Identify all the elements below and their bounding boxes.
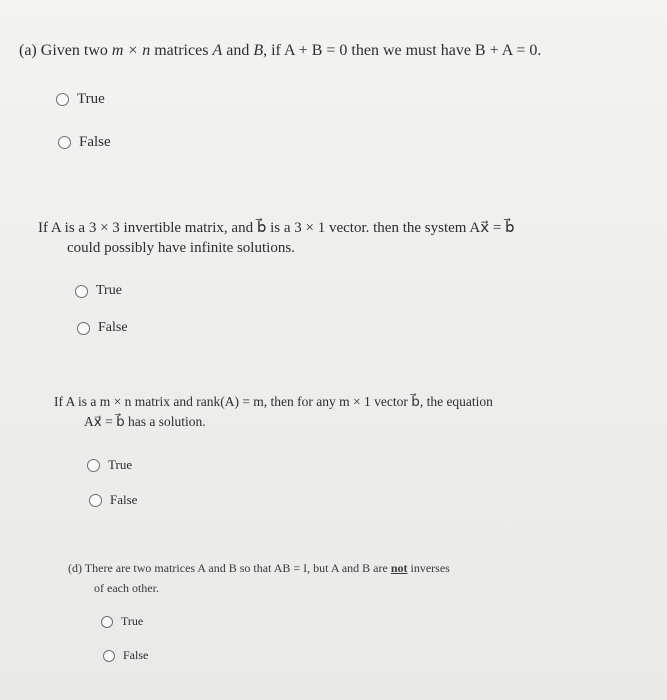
question-b-option-false[interactable]: False [77, 320, 128, 336]
question-d [68, 558, 450, 598]
question-b-line2: could possibly have infinite solutions. [67, 240, 295, 256]
question-b [38, 218, 515, 258]
radio-button[interactable] [75, 285, 88, 298]
question-b-line1: If A is a 3 × 3 invertible matrix, and b⃗ is a 3 × 1 vector. then the system Ax⃗ = b⃗ [38, 220, 515, 236]
radio-button[interactable] [87, 459, 100, 472]
question-c-line2: Ax⃗ = b⃗ has a solution. [84, 414, 206, 429]
radio-button[interactable] [56, 93, 69, 106]
radio-button[interactable] [103, 650, 115, 662]
radio-button[interactable] [58, 136, 71, 149]
question-d-line1: (d) There are two matrices A and B so that AB = I, but A and B are not inverses [68, 561, 450, 575]
question-d-option-true[interactable]: True [101, 614, 143, 629]
radio-button[interactable] [77, 322, 90, 335]
question-a [19, 41, 541, 61]
question-a-text: (a) Given two m × n matrices A and B, if A + B = 0 then we must have B + A = 0. [19, 42, 542, 59]
question-d-option-false[interactable]: False [103, 648, 148, 663]
question-c-line1: If A is a m × n matrix and rank(A) = m, then for any m × 1 vector b⃗, the equation [54, 394, 493, 409]
question-c-option-false[interactable]: False [89, 492, 137, 508]
question-b-option-true[interactable]: True [75, 283, 122, 299]
radio-button[interactable] [101, 616, 113, 628]
question-c-option-true[interactable]: True [87, 457, 132, 473]
radio-button[interactable] [89, 494, 102, 507]
question-a-option-true[interactable]: True [56, 91, 105, 108]
question-a-option-false[interactable]: False [58, 134, 111, 151]
question-d-line2: of each other. [94, 581, 159, 595]
question-c [54, 392, 493, 432]
emphasis-not: not [390, 561, 408, 575]
